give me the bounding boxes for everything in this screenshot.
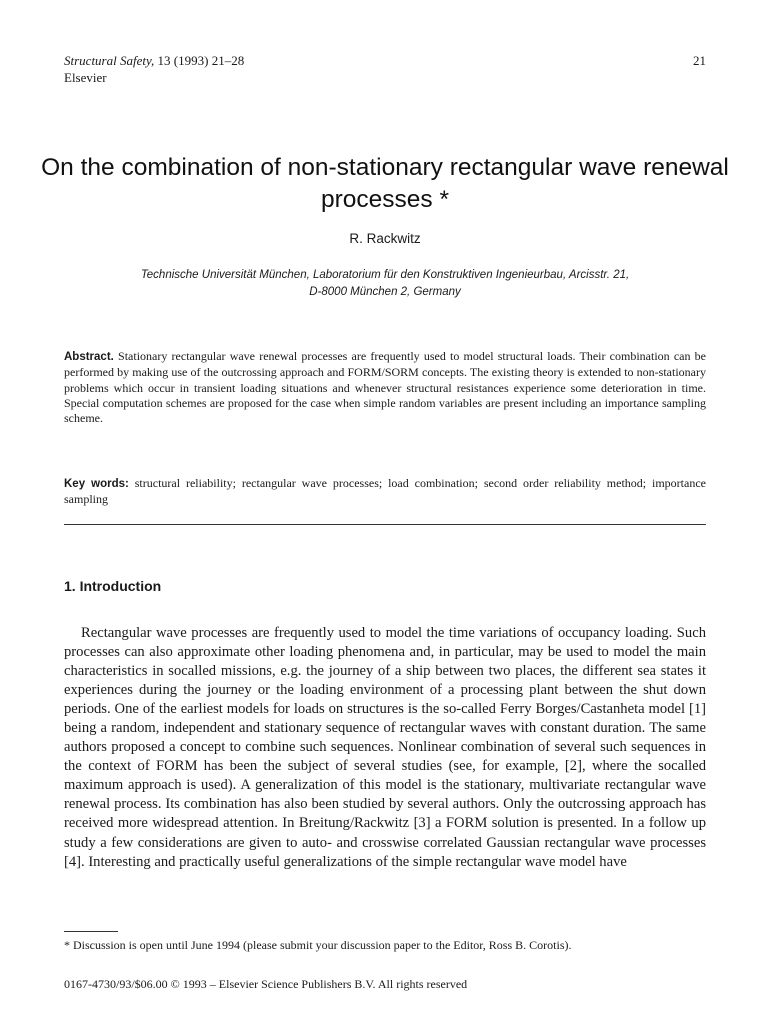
- journal-citation: [64, 52, 706, 69]
- volume-pages: 13 (1993) 21–28: [154, 53, 245, 68]
- footnote: * Discussion is open until June 1994 (please submit your discussion paper to the Editor, Ross B. Corotis).: [64, 938, 572, 952]
- affiliation: [90, 267, 680, 301]
- footnote-divider: [64, 931, 118, 932]
- keywords-label: Key words:: [64, 478, 129, 490]
- introduction-paragraph: Rectangular wave processes are frequently used to model the time variations of occupancy loading. Such processes can also approximate other loading phenomena and, in particular, may be used to model the main characteristics in socalled missions, e.g. the journey of a ship between two places, the different sea states it experiences during the journey or the loading environment of a processing plant between the shut down periods. One of the earliest models for loads on structures is the so-called Ferry Borges/Castanheta model [1] being a random, independent and stationary sequence of rectangular waves with constant duration. The same authors proposed a concept to combine such sequences. Nonlinear combination of several such sequences in the context of FORM has been the subject of several studies (see, for example, [2], where the socalled maximum approach is used). A generalization of this model is the stationary, multivariate rectangular wave renewal process. Its combination has also been studied by several authors. Only the outcrossing approach has received more widespread attention. In Breitung/Rackwitz [3] a FORM solution is presented. In a follow up study a few considerations are given to auto- and crosswise correlated Gaussian rectangular wave processes [4]. Interesting and practically useful generalizations of the simple rectangular wave model have: [64, 625, 706, 870]
- keywords-text: structural reliability; rectangular wave processes; load combination; second order reliability method; importance sampling: [64, 476, 706, 507]
- abstract: [64, 349, 706, 426]
- author: R. Rackwitz: [349, 231, 421, 246]
- affiliation-line-2: D-8000 München 2, Germany: [309, 286, 461, 298]
- keywords: [64, 476, 706, 508]
- abstract-label: Abstract.: [64, 351, 114, 363]
- paper-title: On the combination of non-stationary rectangular wave renewal processes *: [41, 154, 729, 213]
- journal-name: Structural Safety,: [64, 53, 155, 68]
- page-number: 21: [693, 53, 706, 68]
- publisher: Elsevier: [64, 70, 107, 85]
- affiliation-line-1: Technische Universität München, Laboratorium für den Konstruktiven Ingenieurbau, Arcisstr. 21,: [140, 269, 630, 281]
- copyright-line: 0167-4730/93/$06.00 © 1993 – Elsevier Science Publishers B.V. All rights reserved: [64, 977, 468, 991]
- abstract-text: Stationary rectangular wave renewal processes are frequently used to model structural loads. Their combination can be performed by making use of the outcrossing approach and FORM/SORM concepts. The existing theory is extended to non-stationary problems which occur in transient loading situations and whenever structural resistances experience some deterioration in time. Special computation schemes are proposed for the case when simple random variables are present including an importance sampling scheme.: [64, 349, 706, 426]
- section-divider: [64, 524, 706, 525]
- section-heading: 1. Introduction: [64, 578, 162, 594]
- running-head: [64, 52, 706, 86]
